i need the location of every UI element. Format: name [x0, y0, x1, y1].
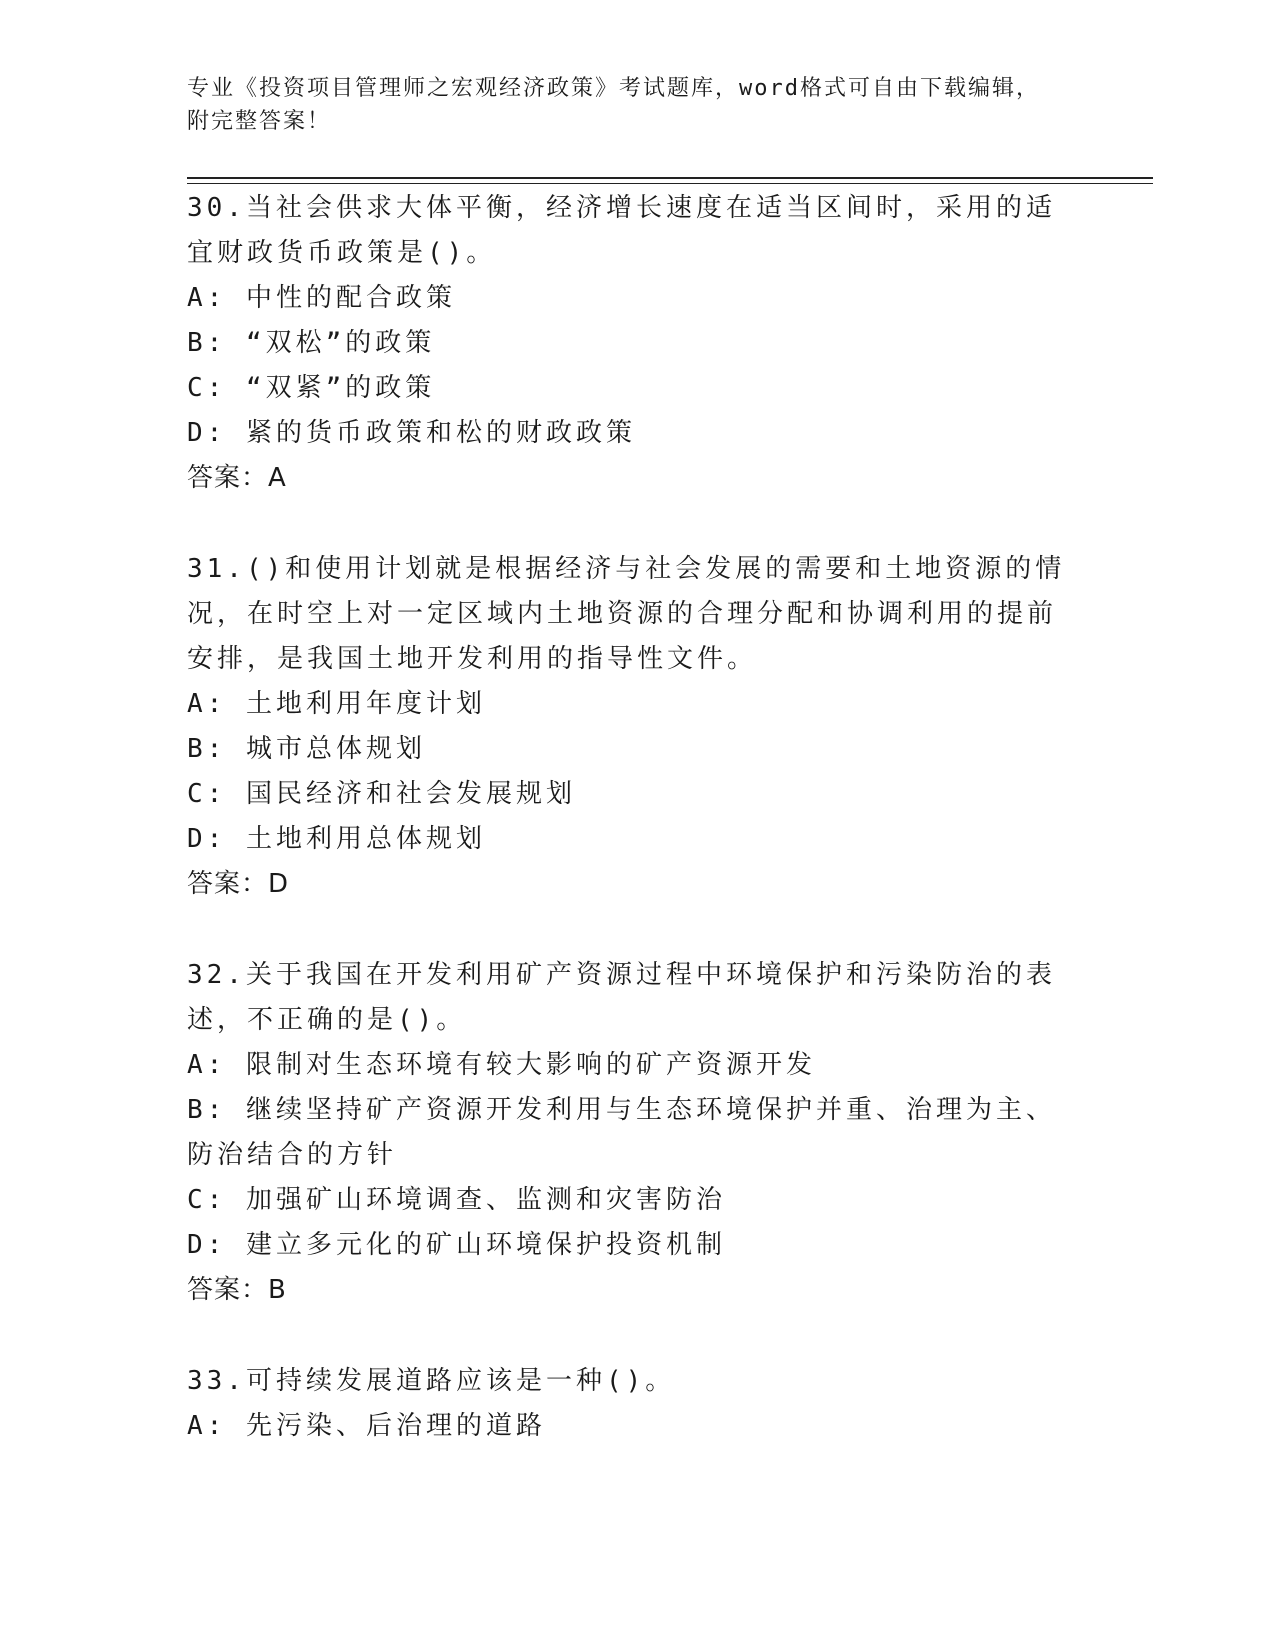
option-b: B: “双松”的政策	[187, 328, 436, 358]
header-divider-thin	[187, 183, 1153, 184]
option-c: C: “双紧”的政策	[187, 373, 436, 403]
option-a: A: 中性的配合政策	[187, 283, 456, 313]
option-a: A: 土地利用年度计划	[187, 689, 486, 719]
answer-label: 答案：D	[187, 869, 290, 899]
option-b: B: 城市总体规划	[187, 734, 426, 764]
question-32	[187, 953, 1087, 1313]
option-d: D: 建立多元化的矿山环境保护投资机制	[187, 1230, 726, 1260]
question-33	[187, 1359, 1087, 1449]
question-31	[187, 547, 1087, 907]
header-line-1: 专业《投资项目管理师之宏观经济政策》考试题库，word格式可自由下载编辑，	[187, 76, 1040, 101]
answer-label: 答案：B	[187, 1275, 287, 1305]
question-30	[187, 186, 1087, 501]
question-stem: 31.()和使用计划就是根据经济与社会发展的需要和土地资源的情况，在时空上对一定区域内土地资源的合理分配和协调利用的提前安排，是我国土地开发利用的指导性文件。	[187, 554, 1066, 674]
answer-label: 答案：A	[187, 463, 287, 493]
option-a: A: 先污染、后治理的道路	[187, 1411, 546, 1441]
question-stem: 32.关于我国在开发利用矿产资源过程中环境保护和污染防治的表述，不正确的是()。	[187, 960, 1056, 1035]
question-list	[187, 186, 1087, 1495]
option-d: D: 紧的货币政策和松的财政政策	[187, 418, 636, 448]
question-stem: 30.当社会供求大体平衡，经济增长速度在适当区间时，采用的适宜财政货币政策是()。	[187, 193, 1056, 268]
option-b: B: 继续坚持矿产资源开发利用与生态环境保护并重、治理为主、防治结合的方针	[187, 1095, 1056, 1170]
option-d: D: 土地利用总体规划	[187, 824, 486, 854]
header-divider-thick	[187, 177, 1153, 179]
question-stem: 33.可持续发展道路应该是一种()。	[187, 1366, 676, 1396]
document-header	[187, 72, 1087, 138]
option-a: A: 限制对生态环境有较大影响的矿产资源开发	[187, 1050, 816, 1080]
option-c: C: 国民经济和社会发展规划	[187, 779, 576, 809]
option-c: C: 加强矿山环境调查、监测和灾害防治	[187, 1185, 726, 1215]
header-line-2: 附完整答案！	[187, 109, 332, 134]
